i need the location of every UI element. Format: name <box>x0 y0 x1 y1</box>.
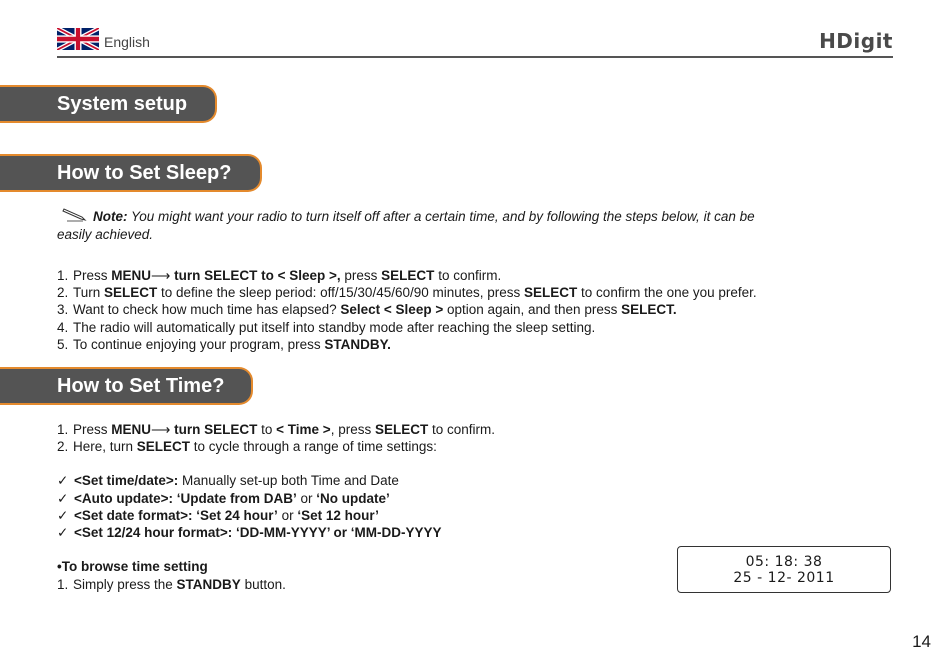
text-run: press <box>340 268 382 283</box>
clock-time: 05: 18: 38 <box>745 554 823 570</box>
browse-heading: •To browse time setting <box>57 559 208 574</box>
time-step <box>57 438 677 455</box>
step-number: 2. <box>57 285 69 301</box>
header-divider <box>57 56 893 58</box>
text-run: <Auto update>: ‘Update from DAB’ <box>74 490 297 506</box>
step-number: 1. <box>57 422 69 437</box>
text-run: MENU <box>111 268 152 283</box>
brand-logo: HDigit <box>819 29 893 53</box>
text-run: MENU <box>111 422 152 437</box>
sleep-step <box>57 319 777 336</box>
text-run: SELECT <box>381 268 435 283</box>
text-run: turn SELECT to < Sleep >, <box>170 268 341 283</box>
text-run: Here, turn <box>73 439 137 455</box>
pencil-note-icon <box>61 208 89 222</box>
time-option <box>57 472 677 489</box>
text-run: ‘Set 12 hour’ <box>297 507 379 523</box>
text-run: option again, and then press <box>443 302 622 318</box>
text-run: STANDBY. <box>324 336 391 352</box>
text-run: SELECT <box>136 439 191 455</box>
sleep-step <box>57 301 777 318</box>
section-title-system-setup: System setup <box>0 85 217 123</box>
step-number: 1. <box>57 268 69 283</box>
text-run: to cycle through a range of time settings: <box>190 439 437 455</box>
sleep-step <box>57 284 777 301</box>
text-run: SELECT <box>104 285 158 301</box>
text-run: ⟶ <box>151 422 171 437</box>
section-title-set-time: How to Set Time? <box>0 367 253 405</box>
text-run: SELECT <box>374 422 429 437</box>
text-run: to define the sleep period: off/15/30/45/60/90 minutes, press <box>157 285 525 301</box>
clock-date: 25 - 12- 2011 <box>733 570 835 586</box>
text-run: to confirm the one you prefer. <box>577 285 757 301</box>
language-label: English <box>104 34 150 50</box>
text-run: <Set time/date>: <box>74 473 179 489</box>
text-run: SELECT <box>524 285 578 301</box>
note-text: You might want your radio to turn itself off after a certain time, and by following the steps below, it can be easily achieved. <box>57 209 755 242</box>
text-run: or <box>296 490 317 506</box>
page-number: 14 <box>912 632 931 651</box>
text-run: to confirm. <box>428 422 495 437</box>
text-run: Press <box>73 268 112 283</box>
step-number: 5. <box>57 336 69 352</box>
sleep-step <box>57 267 777 284</box>
clock-display <box>677 546 891 593</box>
text-run: Simply press the <box>73 576 177 592</box>
text-run: Want to check how much time has elapsed? <box>73 302 341 318</box>
browse-step <box>57 576 286 594</box>
page-header <box>57 26 893 58</box>
text-run: to confirm. <box>434 268 502 283</box>
text-run: , press <box>330 422 375 437</box>
text-run: Turn <box>73 285 105 301</box>
text-run: To continue enjoying your program, press <box>73 336 325 352</box>
time-option <box>57 524 677 541</box>
text-run: The radio will automatically put itself into standby mode after reaching the sleep setting. <box>73 319 596 335</box>
step-number: 1. <box>57 576 69 592</box>
text-run: button. <box>240 576 286 592</box>
text-run: Select < Sleep > <box>340 302 444 318</box>
time-option <box>57 490 677 507</box>
text-run: Manually set-up both Time and Date <box>178 473 399 489</box>
text-run: < Time > <box>276 422 331 437</box>
section-title-set-sleep: How to Set Sleep? <box>0 154 262 192</box>
spacer <box>57 455 677 472</box>
text-run: turn SELECT <box>170 422 258 437</box>
text-run: to <box>257 422 277 437</box>
text-run: STANDBY <box>176 576 241 592</box>
text-run: SELECT. <box>621 302 677 318</box>
checkmark-icon: ✓ <box>57 525 69 541</box>
step-number: 4. <box>57 319 69 335</box>
time-option <box>57 507 677 524</box>
sleep-note <box>57 208 757 244</box>
checkmark-icon: ✓ <box>57 490 69 506</box>
text-run: ‘No update’ <box>316 490 390 506</box>
time-step <box>57 421 677 438</box>
step-number: 3. <box>57 302 69 318</box>
text-run: ⟶ <box>151 268 171 283</box>
checkmark-icon: ✓ <box>57 507 69 523</box>
step-number: 2. <box>57 439 69 455</box>
browse-time-section <box>57 558 286 593</box>
time-steps-list <box>57 421 677 541</box>
text-run: or <box>277 507 298 523</box>
text-run: <Set 12/24 hour format>: ‘DD-MM-YYYY’ or ‘MM-DD-YYYY <box>74 525 442 541</box>
uk-flag-icon <box>57 28 99 50</box>
sleep-steps-list <box>57 267 777 353</box>
sleep-step <box>57 336 777 353</box>
text-run: <Set date format>: ‘Set 24 hour’ <box>74 507 278 523</box>
note-label: Note: <box>93 209 128 224</box>
text-run: Press <box>73 422 112 437</box>
checkmark-icon: ✓ <box>57 473 69 489</box>
